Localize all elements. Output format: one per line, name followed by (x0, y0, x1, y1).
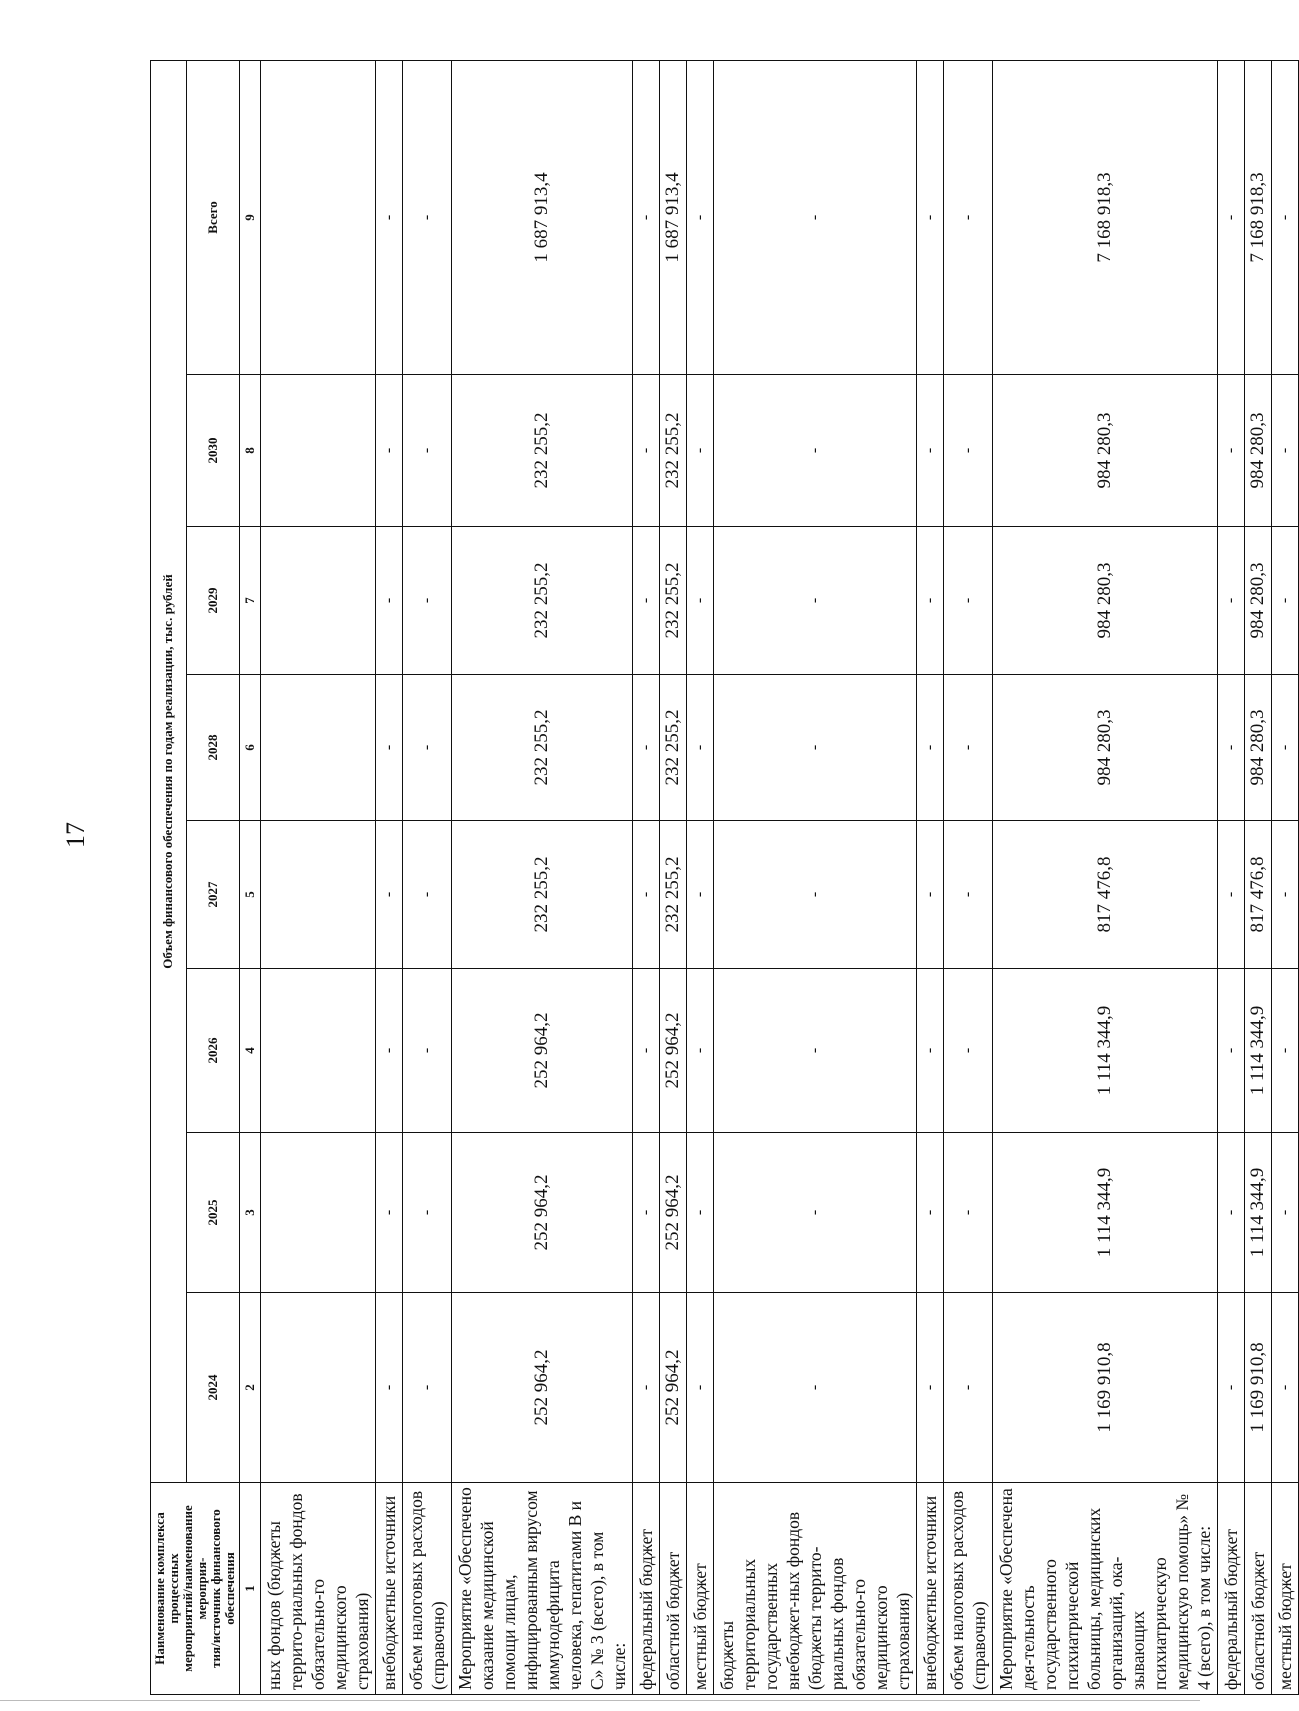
cell-value: 252 964,2 (660, 969, 687, 1133)
header-year: 2030 (186, 375, 239, 527)
row-name: федеральный бюджет (1218, 1483, 1245, 1695)
cell-value: - (403, 1293, 452, 1483)
cell-value: 252 964,2 (452, 1133, 633, 1293)
header-total: Всего (186, 60, 239, 374)
column-number: 2 (240, 1293, 261, 1483)
cell-total: 1 687 913,4 (452, 60, 633, 374)
table-row (376, 60, 403, 1694)
column-number: 5 (240, 821, 261, 969)
cell-value (261, 375, 376, 527)
cell-value: 1 114 344,9 (993, 969, 1218, 1133)
cell-value: 252 964,2 (452, 1293, 633, 1483)
cell-value: - (944, 1293, 993, 1483)
cell-value: - (944, 527, 993, 675)
table-row (403, 60, 452, 1694)
cell-value: - (1272, 375, 1299, 527)
cell-value: - (687, 527, 714, 675)
cell-value: - (917, 1293, 944, 1483)
cell-value: - (403, 1133, 452, 1293)
row-name: внебюджетные источники (917, 1483, 944, 1695)
cell-value: 984 280,3 (1245, 375, 1272, 527)
cell-value: - (917, 675, 944, 821)
cell-value: - (1272, 1293, 1299, 1483)
cell-value: - (1272, 969, 1299, 1133)
table-row (714, 60, 917, 1694)
row-name: объем налоговых расходов (справочно) (403, 1483, 452, 1695)
cell-value: - (944, 969, 993, 1133)
cell-value: - (633, 821, 660, 969)
column-number: 7 (240, 527, 261, 675)
cell-value: - (1218, 1133, 1245, 1293)
cell-value: - (633, 1293, 660, 1483)
cell-value: - (944, 821, 993, 969)
cell-value: - (1218, 1293, 1245, 1483)
table-row (917, 60, 944, 1694)
cell-value: - (917, 821, 944, 969)
row-name: Мероприятие «Обеспечено оказание медицинской помощи лицам, инфицированным вирусом иммунодефицита человека, гепатитами B и C» № 3 (всего), в том числе: (452, 1483, 633, 1695)
cell-value: - (403, 527, 452, 675)
cell-value: - (917, 375, 944, 527)
cell-value (261, 969, 376, 1133)
cell-value: - (403, 375, 452, 527)
cell-value: - (687, 375, 714, 527)
cell-value: - (1218, 969, 1245, 1133)
cell-value (261, 527, 376, 675)
cell-value: 1 169 910,8 (993, 1293, 1218, 1483)
cell-total: - (917, 60, 944, 374)
scan-edge-line (0, 1700, 1200, 1701)
header-year: 2029 (186, 527, 239, 675)
cell-value: - (714, 375, 917, 527)
cell-total: - (376, 60, 403, 374)
table-row (687, 60, 714, 1694)
cell-value: - (714, 527, 917, 675)
cell-value: - (1272, 675, 1299, 821)
financing-table (150, 60, 1299, 1695)
row-name: федеральный бюджет (633, 1483, 660, 1695)
cell-value: - (944, 1133, 993, 1293)
row-name: местный бюджет (687, 1483, 714, 1695)
cell-value: 984 280,3 (993, 675, 1218, 821)
cell-value: - (376, 1133, 403, 1293)
cell-value: - (944, 675, 993, 821)
cell-value: - (1218, 375, 1245, 527)
cell-value: 232 255,2 (660, 375, 687, 527)
cell-total: 7 168 918,3 (1245, 60, 1272, 374)
cell-value: - (1272, 821, 1299, 969)
cell-value: - (714, 969, 917, 1133)
cell-value: - (687, 821, 714, 969)
header-year: 2027 (186, 821, 239, 969)
header-name-column (151, 1483, 240, 1695)
cell-value: 232 255,2 (452, 375, 633, 527)
row-name: областной бюджет (660, 1483, 687, 1695)
row-name: местный бюджет (1272, 1483, 1299, 1695)
cell-value: - (687, 1293, 714, 1483)
cell-value: 984 280,3 (993, 375, 1218, 527)
cell-value: - (687, 675, 714, 821)
row-name: областной бюджет (1245, 1483, 1272, 1695)
column-number: 4 (240, 969, 261, 1133)
header-name-line-3: тия/источник финансового обеспечения (208, 1509, 237, 1668)
cell-value: - (714, 821, 917, 969)
table-row (633, 60, 660, 1694)
cell-value: - (403, 675, 452, 821)
cell-value: 1 114 344,9 (1245, 969, 1272, 1133)
cell-value: - (633, 969, 660, 1133)
cell-value: 232 255,2 (452, 675, 633, 821)
cell-value: - (714, 675, 917, 821)
header-year: 2026 (186, 969, 239, 1133)
cell-value: - (1218, 527, 1245, 675)
cell-value: - (1272, 527, 1299, 675)
cell-value: - (376, 1293, 403, 1483)
cell-value: 252 964,2 (660, 1133, 687, 1293)
cell-value: - (714, 1133, 917, 1293)
cell-value: - (403, 969, 452, 1133)
row-name: Мероприятие «Обеспечена дея-тельность государственного психиатрической больницы, медицинских организаций, ока-зывающих психиатрическую медицинскую помощь» № 4 (всего), в том числе: (993, 1483, 1218, 1695)
table-row (1272, 60, 1299, 1694)
table-row (452, 60, 633, 1694)
cell-value: - (1218, 821, 1245, 969)
cell-value: - (376, 675, 403, 821)
cell-total: - (633, 60, 660, 374)
cell-value: 252 964,2 (660, 1293, 687, 1483)
column-number: 1 (240, 1483, 261, 1695)
cell-value: - (633, 527, 660, 675)
table-row (1218, 60, 1245, 1694)
header-name-line-1: Наименование комплекса процессных (152, 1512, 181, 1665)
cell-value: 1 169 910,8 (1245, 1293, 1272, 1483)
table-body (261, 60, 1299, 1694)
cell-total: 1 687 913,4 (660, 60, 687, 374)
cell-value: 232 255,2 (452, 527, 633, 675)
cell-value: 984 280,3 (1245, 675, 1272, 821)
cell-value (261, 821, 376, 969)
table-row (1245, 60, 1272, 1694)
cell-value: - (1218, 675, 1245, 821)
cell-value: 252 964,2 (452, 969, 633, 1133)
column-number: 6 (240, 675, 261, 821)
cell-value: - (917, 1133, 944, 1293)
cell-value: 817 476,8 (993, 821, 1218, 969)
table-row (261, 60, 376, 1694)
cell-value: 1 114 344,9 (1245, 1133, 1272, 1293)
column-number: 3 (240, 1133, 261, 1293)
cell-total: - (714, 60, 917, 374)
cell-total: - (1272, 60, 1299, 374)
cell-value: - (687, 1133, 714, 1293)
cell-value (261, 675, 376, 821)
cell-total: - (1218, 60, 1245, 374)
cell-value: 817 476,8 (1245, 821, 1272, 969)
cell-value: - (403, 821, 452, 969)
cell-value: 232 255,2 (452, 821, 633, 969)
cell-value (261, 1133, 376, 1293)
cell-value: - (687, 969, 714, 1133)
cell-value: - (633, 375, 660, 527)
cell-value: - (376, 969, 403, 1133)
header-name-line-2: мероприятий/наименование мероприя- (180, 1505, 209, 1672)
page-number: 17 (61, 822, 90, 848)
cell-value: 984 280,3 (993, 527, 1218, 675)
cell-value: 232 255,2 (660, 821, 687, 969)
cell-total: 7 168 918,3 (993, 60, 1218, 374)
header-group-title: Объем финансового обеспечения по годам реализации, тыс. рублей (151, 60, 187, 1482)
cell-total: - (687, 60, 714, 374)
cell-total: - (403, 60, 452, 374)
header-year: 2028 (186, 675, 239, 821)
cell-value: - (1272, 1133, 1299, 1293)
column-number: 9 (240, 60, 261, 374)
rotated-table-wrapper (150, 61, 1295, 1695)
cell-total: - (944, 60, 993, 374)
cell-value: - (714, 1293, 917, 1483)
cell-value: 984 280,3 (1245, 527, 1272, 675)
header-year: 2024 (186, 1293, 239, 1483)
row-name: внебюджетные источники (376, 1483, 403, 1695)
cell-value: - (633, 675, 660, 821)
row-name: бюджеты территориальных государственных внебюджет-ных фондов (бюджеты террито-риальных фондов обязательно-го медицинского страхования) (714, 1483, 917, 1695)
table-row (944, 60, 993, 1694)
cell-value: - (633, 1133, 660, 1293)
cell-value: - (376, 375, 403, 527)
column-number: 8 (240, 375, 261, 527)
cell-value: - (376, 527, 403, 675)
cell-value: - (917, 527, 944, 675)
table-row (993, 60, 1218, 1694)
row-name: ных фондов (бюджеты террито-риальных фондов обязательно-го медицинского страхования) (261, 1483, 376, 1695)
cell-value: - (376, 821, 403, 969)
cell-value (261, 1293, 376, 1483)
cell-value: 232 255,2 (660, 527, 687, 675)
cell-value: 1 114 344,9 (993, 1133, 1218, 1293)
cell-total (261, 60, 376, 374)
table-row (660, 60, 687, 1694)
row-name: объем налоговых расходов (справочно) (944, 1483, 993, 1695)
cell-value: - (917, 969, 944, 1133)
header-year: 2025 (186, 1133, 239, 1293)
cell-value: 232 255,2 (660, 675, 687, 821)
cell-value: - (944, 375, 993, 527)
